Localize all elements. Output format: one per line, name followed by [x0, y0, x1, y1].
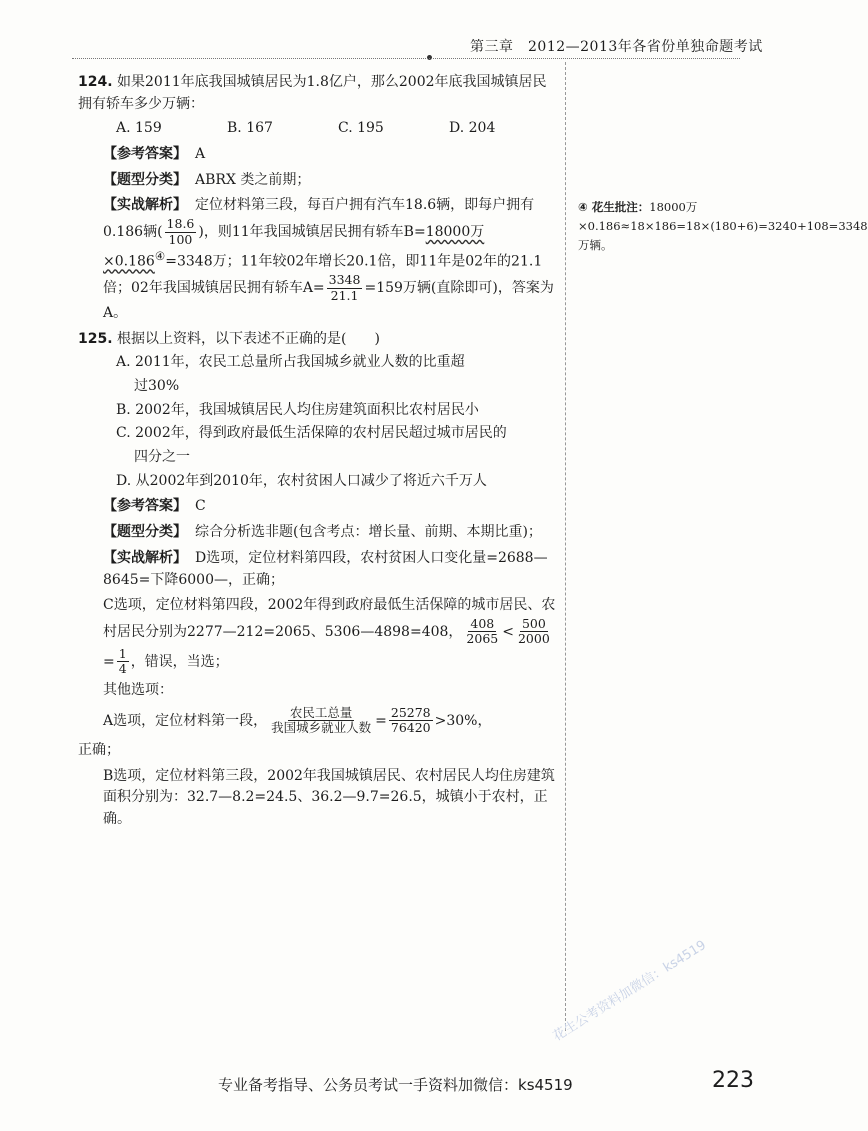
question-stem: 如果2011年底我国城镇居民为1.8亿户，那么2002年底我国城镇居民拥有轿车多少万辆：: [78, 74, 547, 112]
option-b: B. 167: [227, 120, 273, 137]
fraction-numerator: 1: [118, 645, 127, 661]
analysis-124: [78, 195, 560, 324]
option-a-cont: 过30%: [134, 378, 180, 395]
analysis-text: =3348万；11年较02年增长20.1倍，即11年是02年的21.1倍；02年我国城镇居民拥有轿车A=: [103, 253, 543, 297]
answer-label: 【参考答案】: [103, 498, 187, 515]
operator: =: [103, 653, 115, 670]
operator: =: [375, 712, 387, 729]
option-c-cont: 四分之一: [134, 449, 190, 466]
question-number: 124.: [78, 74, 113, 90]
analysis-text: >30%，: [434, 712, 492, 729]
fraction-denominator: 4: [118, 661, 127, 677]
analysis-label: 【实战解析】: [103, 549, 187, 566]
wavy-underline-expression: 18000万×0.186: [103, 224, 485, 270]
page-number: 223: [712, 1068, 754, 1093]
fraction-numerator: 500: [521, 615, 546, 631]
option-c: C. 2002年，得到政府最低生活保障的农村居民超过城市居民的: [116, 425, 507, 442]
option-c: C. 195: [338, 120, 384, 137]
analysis-b: B选项，定位材料第三段，2002年我国城镇居民、农村居民人均住房建筑面积分别为：32.7—8.2=24.5、36.2—9.7=26.5，城镇小于农村，正确。: [103, 767, 555, 827]
analysis-c: [78, 595, 560, 676]
analysis-text: C选项，定位材料第四段，2002年得到政府最低生活保障的城市居民、农村居民分别为2277—212=2065、5306—4898=408，: [103, 597, 556, 640]
question-number: 125.: [78, 330, 113, 347]
fraction: [117, 647, 129, 677]
analysis-text: 定位材料第三段，每百户拥有汽车18.6辆，即每户拥有0.186辆(: [103, 197, 535, 240]
annotation-text: 18000万×0.186≈18×186=18×(180+6)=3240+108=3348万辆。: [578, 200, 868, 252]
type-label: 【题型分类】: [103, 524, 187, 541]
analysis-label: 【实战解析】: [103, 197, 187, 214]
margin-divider: [565, 62, 566, 1031]
footnote-marker: ④: [154, 248, 166, 263]
answer-value: C: [195, 498, 206, 515]
type-value: ABRX 类之前期；: [195, 171, 311, 188]
fraction-denominator: 21.1: [330, 287, 359, 303]
option-a: A. 159: [116, 120, 162, 137]
analysis-text: A选项，定位材料第一段，: [103, 712, 268, 729]
analysis-a: [78, 706, 560, 736]
option-d: D. 204: [449, 120, 496, 137]
fraction-denominator: 2065: [466, 631, 499, 647]
fraction: [389, 706, 433, 736]
option-a: A. 2011年，农民工总量所占我国城乡就业人数的比重超: [116, 354, 465, 371]
fraction: [327, 273, 363, 303]
annotation-label: ④ 花生批注：: [578, 200, 650, 214]
option-d: D. 从2002年到2010年，农村贫困人口减少了将近六千万人: [116, 472, 487, 489]
fraction: [464, 617, 500, 647]
fraction-denominator: 100: [168, 231, 193, 247]
fraction-numerator: 18.6: [166, 216, 195, 232]
question-125: [78, 329, 560, 831]
other-options-label: 其他选项：: [103, 682, 173, 699]
side-annotation: [578, 198, 868, 255]
fraction: [269, 706, 373, 736]
fraction: [165, 217, 197, 247]
fraction-denominator: 我国城乡就业人数: [271, 720, 372, 736]
fraction: [516, 617, 552, 647]
header-rule: [72, 58, 740, 59]
analysis-a-cont: 正确；: [78, 741, 120, 758]
fraction-denominator: 76420: [390, 720, 431, 736]
analysis-text: ，错误，当选；: [130, 653, 229, 670]
analysis-text: )，则11年我国城镇居民拥有轿车B=: [198, 224, 426, 240]
type-value: 综合分析选非题(包含考点：增长量、前期、本期比重)；: [195, 524, 542, 541]
fraction-numerator: 3348: [328, 272, 361, 288]
option-b: B. 2002年，我国城镇居民人均住房建筑面积比农村居民小: [116, 401, 479, 418]
answer-value: A: [195, 146, 206, 163]
type-label: 【题型分类】: [103, 171, 187, 188]
watermark: 花生公考资料加微信：ks4519: [550, 937, 709, 1045]
operator: <: [502, 623, 514, 640]
fraction-denominator: 2000: [517, 631, 550, 647]
footer-text: 专业备考指导、公务员考试一手资料加微信：ks4519: [218, 1076, 573, 1094]
analysis-d: D选项，定位材料第四段，农村贫困人口变化量=2688—8645=下降6000—，正确；: [103, 549, 548, 588]
fraction-numerator: 25278: [390, 705, 431, 721]
question-stem: 根据以上资料，以下表述不正确的是( ): [117, 330, 380, 347]
fraction-numerator: 408: [470, 615, 495, 631]
options: [78, 118, 560, 140]
answer-label: 【参考答案】: [103, 146, 187, 163]
main-content: [78, 72, 560, 835]
fraction-numerator: 农民工总量: [289, 705, 353, 721]
running-header: 第三章 2012—2013年各省份单独命题考试: [470, 39, 763, 55]
question-124: [78, 72, 560, 325]
analysis-text: =159万辆(直除即可)，答案为A。: [103, 280, 554, 321]
